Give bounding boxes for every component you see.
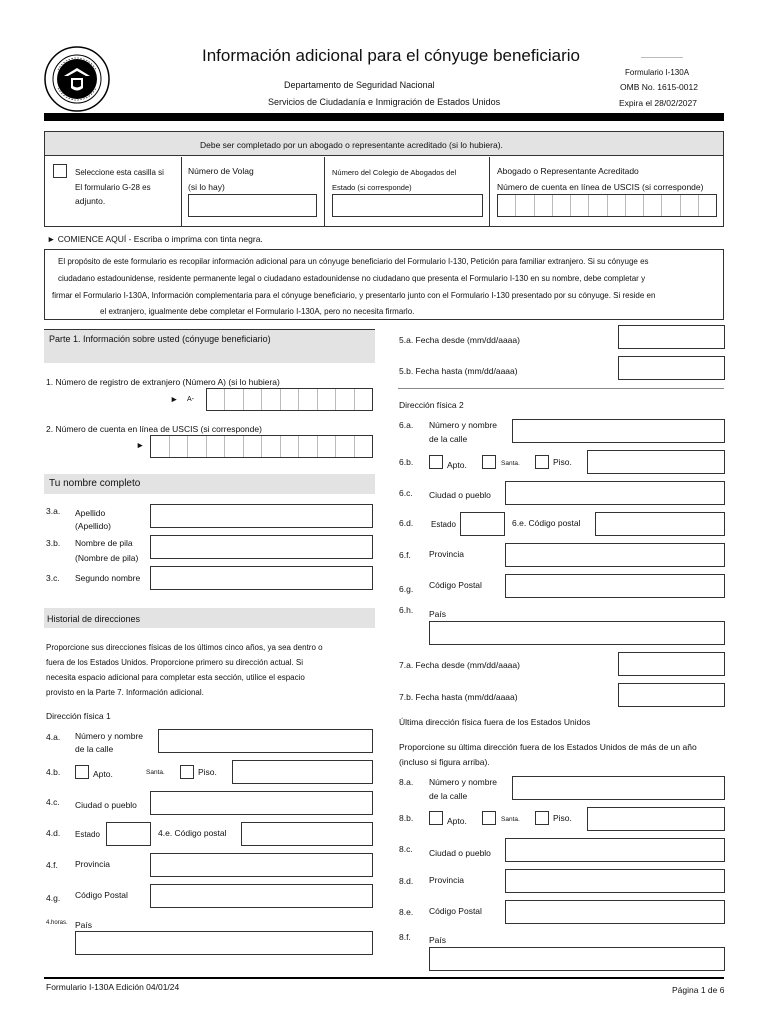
part1-title: Parte 1. Información sobre usted (cónyuge beneficiario)	[49, 334, 271, 344]
form-id-underline	[641, 57, 683, 58]
volag-number-input[interactable]	[188, 194, 317, 217]
q3b-number: 3.b.	[46, 538, 61, 548]
agency-name: Servicios de Ciudadanía e Inmigración de Estados Unidos	[268, 97, 501, 107]
city-1-input[interactable]	[150, 791, 373, 815]
q6g-number: 6.g.	[399, 584, 414, 594]
country-1-input[interactable]	[75, 931, 373, 955]
q4a-number: 4.a.	[46, 732, 61, 742]
g28-label-2: El formulario G-28 es	[75, 183, 151, 192]
q4c-number: 4.c.	[46, 797, 60, 807]
last-foreign-text-2: (incluso si figura arriba).	[399, 757, 490, 767]
zip-1-label: 4.e. Código postal	[158, 828, 227, 838]
attorney-divider-2	[324, 157, 325, 226]
given-name-label-2: (Nombre de pila)	[75, 553, 139, 563]
bar-number-input[interactable]	[332, 194, 483, 217]
g28-label-3: adjunto.	[75, 196, 106, 206]
date-from-1-input[interactable]	[618, 325, 725, 349]
q8b-number: 8.b.	[399, 813, 414, 823]
family-name-input[interactable]	[150, 504, 373, 528]
attorney-divider-3	[489, 157, 490, 226]
country-1-label: País	[75, 920, 93, 930]
province-3-label: Provincia	[429, 875, 464, 885]
address-history-text-4: provisto en la Parte 7. Información adicional.	[46, 688, 204, 697]
q8f-number: 8.f.	[399, 932, 411, 942]
flr-3-checkbox[interactable]	[535, 811, 549, 825]
q6d-number: 6.d.	[399, 518, 414, 528]
form-id: Formulario I-130A	[625, 68, 690, 77]
g28-checkbox[interactable]	[53, 164, 67, 178]
q6b-number: 6.b.	[399, 457, 414, 467]
volag-label-1: Número de Volag	[188, 166, 254, 176]
country-2-input[interactable]	[429, 621, 725, 645]
q6h-number: 6.h.	[399, 605, 414, 615]
purpose-line-2: ciudadano estadounidense, residente permanente legal o ciudadano estadounidense no ciudadano que presenta el Formulario I-130 en su nombre, debe completar y	[58, 274, 646, 283]
flr-3-label: Piso.	[553, 813, 572, 823]
last-foreign-text-1: Proporcione su última dirección fuera de los Estados Unidos de más de un año	[399, 742, 697, 752]
postal-1-label: Código Postal	[75, 890, 128, 900]
family-name-label-2: (Apellido)	[75, 521, 111, 531]
q4b-number: 4.b.	[46, 767, 61, 777]
purpose-line-3: firmar el Formulario I-130A, Información complementaria para el cónyuge beneficiario, y presentarlo junto con el Formulario I-130 presentado por su cónyuge. Si reside en	[52, 291, 656, 300]
country-2-label: País	[429, 609, 447, 619]
unit-3-input[interactable]	[587, 807, 725, 831]
street-1-label-1: Número y nombre	[75, 731, 144, 741]
flr-2-checkbox[interactable]	[535, 455, 549, 469]
street-3-label-1: Número y nombre	[429, 777, 498, 787]
middle-name-label: Segundo nombre	[75, 573, 141, 583]
province-3-input[interactable]	[505, 869, 725, 893]
family-name-label-1: Apellido	[75, 508, 106, 518]
apt-3-checkbox[interactable]	[429, 811, 443, 825]
date-from-1-label: 5.a. Fecha desde (mm/dd/aaaa)	[399, 335, 520, 345]
zip-1-input[interactable]	[241, 822, 373, 846]
last-foreign-address-title: Última dirección física fuera de los Estados Unidos	[399, 717, 591, 727]
attorney-uscis-label-1: Abogado o Representante Acreditado	[497, 166, 639, 176]
attorney-uscis-number-input[interactable]	[497, 194, 717, 217]
given-name-label-1: Nombre de pila	[75, 538, 133, 548]
flr-1-label: Piso.	[198, 767, 217, 777]
state-2-label: Estado	[431, 520, 456, 529]
zip-2-label: 6.e. Código postal	[512, 518, 581, 528]
uscis-account-input[interactable]	[150, 435, 373, 458]
state-1-input[interactable]	[106, 822, 151, 846]
city-2-input[interactable]	[505, 481, 725, 505]
ste-2-label: Santa.	[501, 460, 520, 467]
attorney-divider-1	[181, 157, 182, 226]
date-to-1-input[interactable]	[618, 356, 725, 380]
address-1-title: Dirección física 1	[46, 711, 111, 721]
country-3-label: País	[429, 935, 447, 945]
q4d-number: 4.d.	[46, 828, 61, 838]
volag-label-2: (si lo hay)	[188, 182, 225, 192]
a-number-label: 1. Número de registro de extranjero (Número A) (si lo hubiera)	[46, 377, 280, 387]
zip-2-input[interactable]	[595, 512, 725, 536]
middle-name-input[interactable]	[150, 566, 373, 590]
q6a-number: 6.a.	[399, 420, 414, 430]
form-title: Información adicional para el cónyuge beneficiario	[202, 46, 581, 65]
a-number-arrow: ►	[170, 394, 179, 404]
postal-2-input[interactable]	[505, 574, 725, 598]
state-2-input[interactable]	[460, 512, 505, 536]
apt-1-checkbox[interactable]	[75, 765, 89, 779]
uscis-account-label: 2. Número de cuenta en línea de USCIS (si corresponde)	[46, 424, 262, 434]
attorney-uscis-label-2: Número de cuenta en línea de USCIS (si corresponde)	[497, 182, 704, 192]
country-3-input[interactable]	[429, 947, 725, 971]
address-2-divider	[398, 388, 724, 389]
date-to-1-label: 5.b. Fecha hasta (mm/dd/aaaa)	[399, 366, 518, 376]
street-2-label-1: Número y nombre	[429, 420, 498, 430]
footer-page-number: Página 1 de 6	[672, 985, 725, 995]
street-2-input[interactable]	[512, 419, 725, 443]
footer-rule	[44, 977, 724, 979]
purpose-line-4: el extranjero, igualmente debe completar el Formulario I-130A, pero no necesita firmarlo.	[100, 307, 415, 316]
q6f-number: 6.f.	[399, 550, 411, 560]
date-from-2-label: 7.a. Fecha desde (mm/dd/aaaa)	[399, 660, 520, 670]
ste-1-checkbox[interactable]	[180, 765, 194, 779]
apt-2-label: Apto.	[447, 460, 467, 470]
address-history-text-3: necesita espacio adicional para completar esta sección, utilice el espacio	[46, 673, 305, 682]
bar-number-label-1: Número del Colegio de Abogados del	[332, 168, 457, 177]
date-to-2-label: 7.b. Fecha hasta (mm/dd/aaaa)	[399, 692, 518, 702]
ste-3-label: Santa.	[501, 816, 520, 823]
street-3-label-2: de la calle	[429, 791, 468, 801]
street-2-label-2: de la calle	[429, 434, 468, 444]
state-1-label: Estado	[75, 830, 100, 839]
province-2-label: Provincia	[429, 549, 464, 559]
address-history-title: Historial de direcciones	[47, 614, 141, 624]
ste-2-checkbox[interactable]	[482, 455, 496, 469]
q6c-number: 6.c.	[399, 488, 413, 498]
q8c-number: 8.c.	[399, 844, 413, 854]
city-3-label: Ciudad o pueblo	[429, 848, 491, 858]
flr-2-label: Piso.	[553, 457, 572, 467]
date-to-2-input[interactable]	[618, 683, 725, 707]
header-rule	[44, 113, 724, 121]
city-1-label: Ciudad o pueblo	[75, 800, 137, 810]
apt-1-label: Apto.	[93, 769, 113, 779]
postal-1-input[interactable]	[150, 884, 373, 908]
postal-3-label: Código Postal	[429, 906, 482, 916]
dhs-seal-logo	[44, 46, 110, 112]
q4f-number: 4.f.	[46, 860, 58, 870]
address-history-text-1: Proporcione sus direcciones físicas de los últimos cinco años, ya sea dentro o	[46, 643, 323, 652]
attorney-banner-text: Debe ser completado por un abogado o representante acreditado (si lo hubiera).	[200, 140, 503, 150]
q4g-number: 4.g.	[46, 893, 61, 903]
footer-edition: Formulario I-130A Edición 04/01/24	[46, 982, 180, 992]
street-1-input[interactable]	[158, 729, 373, 753]
purpose-line-1: El propósito de este formulario es recopilar información adicional para un cónyuge beneficiario del Formulario I-130, Petición para familiar extranjero. Si su cónyuge es	[58, 257, 649, 266]
unit-2-input[interactable]	[587, 450, 725, 474]
ste-3-checkbox[interactable]	[482, 811, 496, 825]
bar-number-label-2: Estado (si corresponde)	[332, 183, 412, 192]
city-2-label: Ciudad o pueblo	[429, 490, 491, 500]
street-1-label-2: de la calle	[75, 744, 114, 754]
address-2-title: Dirección física 2	[399, 400, 464, 410]
department-name: Departamento de Seguridad Nacional	[284, 80, 435, 90]
q8e-number: 8.e.	[399, 907, 414, 917]
g28-label-1: Seleccione esta casilla si	[75, 168, 164, 177]
apt-3-label: Apto.	[447, 816, 467, 826]
apt-2-checkbox[interactable]	[429, 455, 443, 469]
address-history-text-2: fuera de los Estados Unidos. Proporcione primero su dirección actual. Si	[46, 658, 304, 667]
postal-3-input[interactable]	[505, 900, 725, 924]
postal-2-label: Código Postal	[429, 580, 482, 590]
q8a-number: 8.a.	[399, 777, 414, 787]
full-name-title: Tu nombre completo	[49, 478, 141, 489]
province-2-input[interactable]	[505, 543, 725, 567]
a-number-input[interactable]	[206, 388, 373, 411]
date-from-2-input[interactable]	[618, 652, 725, 676]
start-here-instruction: ► COMIENCE AQUÍ - Escriba o imprima con tinta negra.	[47, 234, 263, 244]
province-1-label: Provincia	[75, 859, 110, 869]
street-3-input[interactable]	[512, 776, 725, 800]
given-name-input[interactable]	[150, 535, 373, 559]
q3c-number: 3.c.	[46, 573, 60, 583]
unit-1-input[interactable]	[232, 760, 373, 784]
q3a-number: 3.a.	[46, 506, 61, 516]
expiration-date: Expira el 28/02/2027	[619, 98, 697, 108]
province-1-input[interactable]	[150, 853, 373, 877]
q8d-number: 8.d.	[399, 876, 414, 886]
city-3-input[interactable]	[505, 838, 725, 862]
ste-1-label: Santa.	[146, 769, 165, 776]
a-number-prefix: A-	[187, 396, 194, 403]
q4h-number: 4.horas.	[46, 920, 68, 926]
uscis-account-arrow: ►	[136, 440, 145, 450]
omb-number: OMB No. 1615-0012	[620, 82, 698, 92]
